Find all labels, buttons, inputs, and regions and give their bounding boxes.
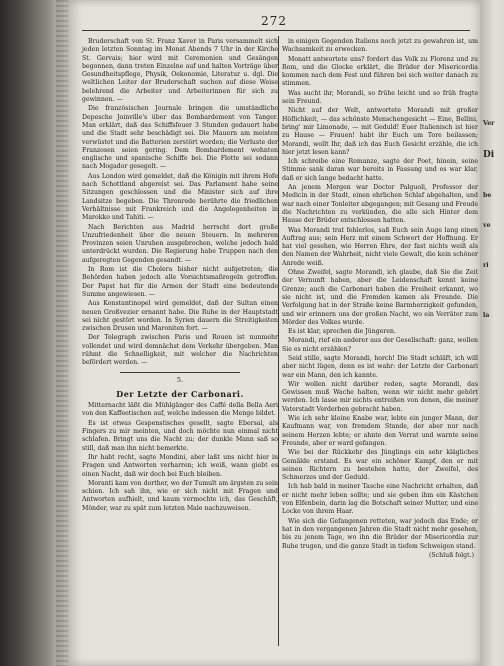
paragraph: Wie bei der Rückkehr des Jünglings ein sehr klägliches Gemälde erstand. Es war ein schöner Kampf, den er mit seinen Richtern zu bestehen hatte, der Zweifel, des Schmerzes und der Geduld. xyxy=(282,449,478,482)
column-divider xyxy=(278,36,279,646)
section-number: 5. xyxy=(176,375,184,384)
paragraph: An jenem Morgen war Doctor Palguoli, Professor der Medicin in der Stadt, einen ehrlichen Schlaf abgehalten, und war nach einer Tonleiter abgegangen; mit Gesang und Freude die Nachrichten zu verkünden, die alle sich Hinter dem Hause der Brüder entschlossen hatten. xyxy=(282,184,478,225)
next-page-fragment: be xyxy=(483,192,492,199)
next-page-fragment: Ver xyxy=(483,120,495,127)
book-page xyxy=(68,0,480,666)
paragraph: Ich schreibe eine Romanze, sagte der Poet, hinein, seine Stimme sank daran war bereits in Fassung und es war klar, daß er sich lange bedacht hatte. xyxy=(282,158,478,182)
paragraph: Aus Konstantinopel wird gemeldet, daß der Sultan einen neuen Großvezier ernannt habe. Die Ruhe in der Hauptstadt sei nicht gestört worden. In Syrien dauern die Streitigkeiten zwischen Drusen und Maroniten fort. — xyxy=(82,300,278,333)
next-page-fragment: ri xyxy=(483,262,489,269)
paragraph: Seid stille, sagte Morandi, horch! Die Stadt schläft, ich will aber nicht lügen, denn es ist wahr: der Letzte der Carbonari war ein Mann, den ich kannte. xyxy=(282,354,478,379)
paragraph: Die französischen Journale bringen die umständliche Depesche Joinville's über das Bombardement von Tanger. Man erklärt, daß das Schiffsfeuer 3 Stunden gedauert habe und die Stadt sehr beschädigt sei. Die Mauern am meisten verwüstet und die Batterien zerstört worden; die Verluste der Franzosen seien gering. Dem Bombardement wohnten englische und spanische Schiffe bei. Die Flotte sei sodann nach Mogador gesegelt. — xyxy=(82,105,278,171)
paragraph: Moranti kam von dorther, wo der Tumult am ärgsten zu sein schien. Ich sah ihn, wie er sich nicht mit Fragen und Antworten aufhielt, und kaum vermochte ich, das Geschäft, Mönder, war zu spät zum letzten Male nachzuweisen. xyxy=(82,479,278,512)
paragraph: Ohne Zweifel, sagte Morandi, ich glaube, daß Sie die Zeit der Vernunft haben, aber die Leidenschaft kennt keine Grenze; auch die Carbonari haben die Freiheit erkannt, wo sie nicht ist, und die Fremden kamen als Freunde. Die Verfolgung hat in der Straße keine Barmherzigkeit gefunden, und wir erinnern uns der großen Nacht, wo ein Verräter zum Mörder des Volkes wurde. xyxy=(282,269,478,326)
paragraph: Ihr habt recht, sagte Mondini, aber laßt uns nicht hier in Fragen und Antworten verharren; ich weiß, wann giebt es einen Nacht, daß wir doch bei Euch bleiben. xyxy=(82,453,278,478)
section-rule xyxy=(120,372,240,373)
page-number: 272 xyxy=(261,14,287,28)
paragraph: Es ist etwas Gespenstisches gesellt, sagte Ebersal, als Fingers zu mir meinten, und doch möchte nun einmal nicht schlafen. Bringt uns die Nacht zu; der dunkle Mann saß so still, daß man ihn nicht bemerkte. xyxy=(82,419,278,452)
next-page-fragment: ve xyxy=(483,222,491,229)
book-edge-shadow xyxy=(0,0,64,666)
right-column xyxy=(282,38,478,560)
paragraph: Der Telegraph zwischen Paris und Rouen ist nunmehr vollendet und wird demnächst dem Verkehr übergeben. Man rühmt die Schnelligkeit, mit welcher die Nachrichten befördert werden. — xyxy=(82,334,278,367)
next-page-fragment: la xyxy=(483,312,490,319)
paragraph: Nicht auf der Welt, antwortete Morandi mit großer Höflichkeit, — das schönste Menschengesicht — Eine, Bellini, bring' mir Limonade, — mit Geduld! Euer Italienisch ist hier zu Hause — Frauen! habt ihr Euch um Tore beilassen; Morandi, wollt Ihr, daß ich das Euch Gesicht erzähle, die ich hier jetzt lesen kann? xyxy=(282,107,478,156)
paragraph: Mitternacht läßt die Mühlgänger des Caffé della Bella Aeri von den Kaffeetischen auf, welche indessen die Menge bildet. xyxy=(82,402,278,418)
paragraph: Ich hab bald in meiner Tasche eine Nachricht erhalten, daß er nicht mehr leben sollte; und sie geben ihm ein Kästchen von Elfenbein, darin lag die Botschaft seiner Mutter, und eine Locke von ihrem Haar. xyxy=(282,483,478,516)
to-be-continued-note: (Schluß folgt.) xyxy=(429,551,474,559)
paragraph: Was Morandi trat fehlerlos, saß Euch sein Auge lang einen Auftrag aus; sein Herz mit einem Schwert der Hoffnung. Er hat viel gesehen, wie Herren Ehre, der fast nichts weiß als den Namen der Wahrheit, nicht viele Gewalt, die kein schöner Anrede weiß. xyxy=(282,226,478,267)
section-heading: Der Letzte der Carbonari. xyxy=(116,388,244,399)
next-page-edge xyxy=(480,0,504,666)
paragraph: in einigen Gegenden Italiens noch jetzt zu gewahren ist, um Wachsamkeit zu erwecken. xyxy=(282,38,478,54)
paragraph: Wie sich die Gefangenen retteten, war jedoch das Ende; er hat in den vergangenen Jahren die Stadt nicht mehr gesehen, bis zu jenem Tage, wo ihn die Brüder der Misericordia zur Ruhe trugen, und die ganze Stadt in tiefem Schweigen stand. xyxy=(282,517,478,550)
paragraph: Bruderschaft von St. Franz Xaver in Paris versammelt sich jeden letzten Sonntag im Monat Abends 7 Uhr in der Kirche St. Gervais; hier wird mit Ceremonien und Gesängen begonnen, dann treten Einzelne auf und halten Vorträge über Gesundheitspflege, Physik, Oekonomie, Literatur u. dgl. Die weltlichen Leiter der Bruderschaft suchen auf diese Weise belehrend die Arbeiter und Arbeiterinnen für sich zu gewinnen. — xyxy=(82,38,278,104)
paragraph: Wie ich sehr kleine Knabe war, lebte ein junger Mann, der Kaufmann war, von fremdem Stande, der aber nur nach seinem Herzen lebte; er ahnte den Verrat und warnte seine Freunde, aber er ward gefangen. xyxy=(282,415,478,447)
paragraph: Aus London wird gemeldet, daß die Königin mit ihrem Hofe nach Schottland abgereist sei. Das Parlament habe seine Sitzungen geschlossen und die Minister sich auf ihre Landsitze begeben. Die Thronrede berührte die friedlichen Verhältnisse mit Frankreich und die Angelegenheiten in Marokko und Tahiti. — xyxy=(82,172,278,222)
header-rule xyxy=(82,30,470,31)
paragraph: In Rom ist die Cholera bisher nicht aufgetreten; die Behörden haben jedoch alle Vorsichtsmaßregeln getroffen. Der Papst hat für die Armen der Stadt eine bedeutende Summe angewiesen. — xyxy=(82,266,278,298)
paragraph: Wir wollen nicht darüber reden, sagte Morandi, das Gewissen muß Wache halten, wenn wir nicht mehr gehört werden. Ich lasse mir nichts entreißen von denen, die meiner Vaterstadt Verderben gebracht haben. xyxy=(282,380,478,413)
paragraph: Monatt antwortete uns? fordert das Volk zu Florenz und zu Rom, und die Glocke erklärt, die Brüder der Misericordia kommen nach dem Fest und führen bei sich weiter danach zu stimmen. xyxy=(282,55,478,88)
paragraph: Nach Berichten aus Madrid herrscht dort große Unzufriedenheit über die neuen Steuern. In mehreren Provinzen seien Unruhen ausgebrochen, welche jedoch bald unterdrückt wurden. Die Regierung habe Truppen nach den aufgeregten Gegenden gesandt. — xyxy=(82,223,278,264)
next-page-fragment: Di xyxy=(483,150,495,160)
left-column xyxy=(82,38,278,514)
paragraph: Morandi, rief ein anderer aus der Gesellschaft: ganz, wollen Sie es nicht erzählen? xyxy=(282,337,478,353)
paragraph: Es ist klar, sprechen die Jüngeren. xyxy=(288,328,396,336)
paragraph: Was sucht ihr, Morandi, so frühe leicht und so früh fragte sein Freund. xyxy=(282,89,478,106)
